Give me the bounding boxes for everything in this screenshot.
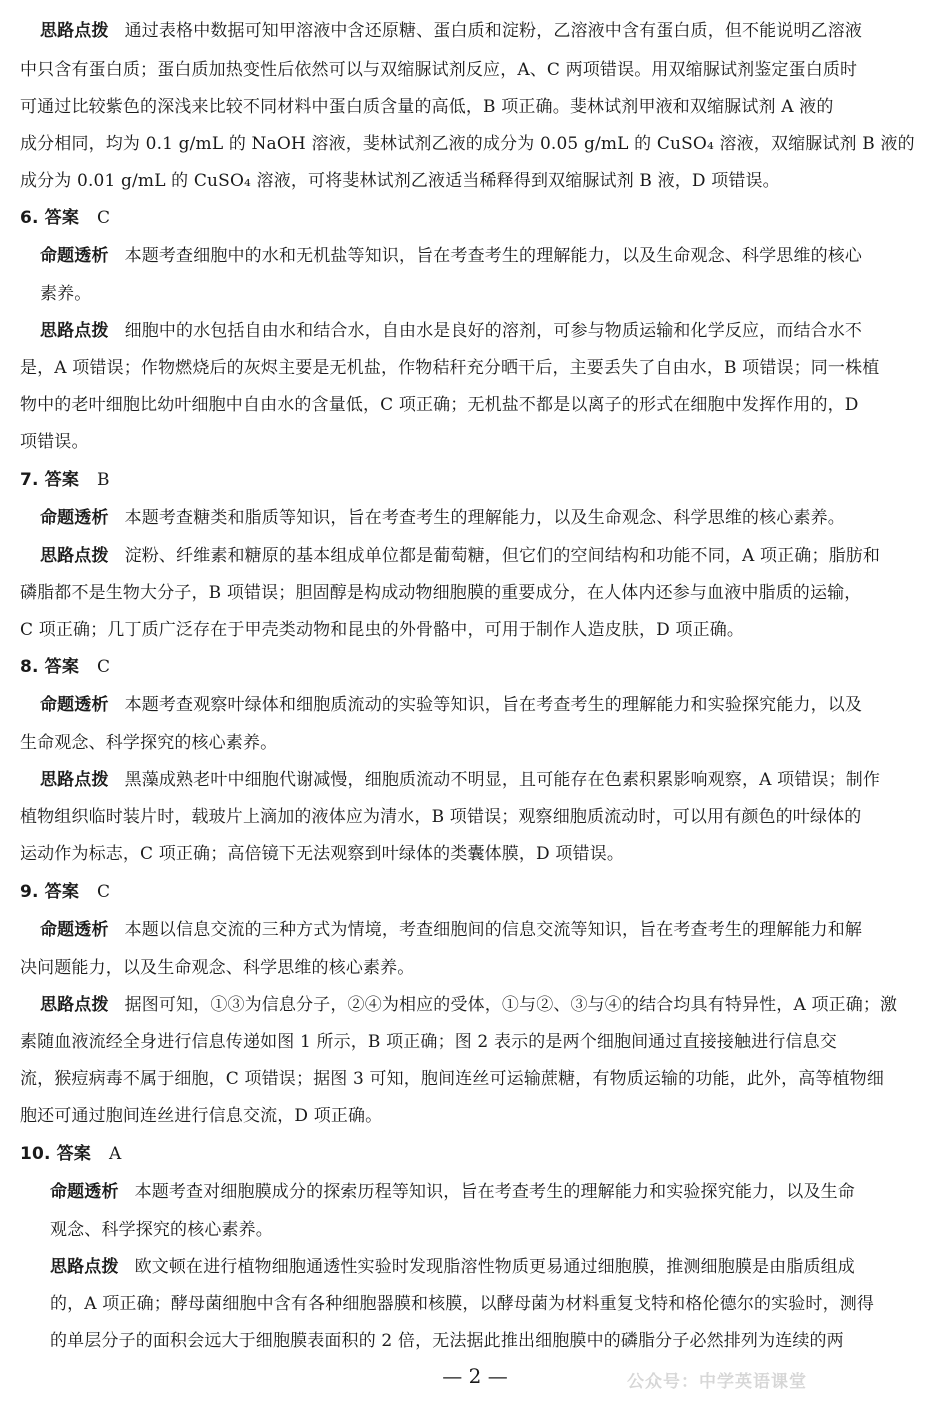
line-text: 观念、科学探究的核心素养。 bbox=[50, 1220, 273, 1240]
paragraph-line bbox=[20, 1105, 382, 1127]
line-text: 通过表格中数据可知甲溶液中含还原糖、蛋白质和淀粉，乙溶液中含有蛋白质，但不能说明乙溶液 bbox=[124, 21, 863, 41]
question-number: 8. bbox=[20, 657, 39, 677]
answer-label: 答案 bbox=[44, 657, 79, 677]
line-text: 可通过比较紫色的深浅来比较不同材料中蛋白质含量的高低，B 项正确。斐林试剂甲液和双缩脲试剂 A 液的 bbox=[20, 97, 834, 117]
answer-value: C bbox=[96, 208, 111, 228]
answer-label: 答案 bbox=[56, 1144, 91, 1164]
line-text: 的，A 项正确；酵母菌细胞中含有各种细胞器膜和核膜，以酵母菌为材料重复戈特和格伦德尔的实验时，测得 bbox=[50, 1294, 875, 1314]
line-text: 流，猴痘病毒不属于细胞，C 项错误；据图 3 可知，胞间连丝可运输蔗糖，有物质运输的功能，此外，高等植物细 bbox=[20, 1069, 884, 1089]
line-text: 素随血液流经全身进行信息传递如图 1 所示，B 项正确；图 2 表示的是两个细胞间通过直接接触进行信息交 bbox=[20, 1032, 837, 1052]
watermark: 公众号：中学英语课堂 bbox=[627, 1372, 807, 1392]
line-text: 生命观念、科学探究的核心素养。 bbox=[20, 733, 278, 753]
question-number: 10. bbox=[20, 1144, 51, 1164]
paragraph-line bbox=[20, 1068, 884, 1090]
section-label: 思路点拨 bbox=[40, 770, 109, 790]
question-number: 9. bbox=[20, 882, 39, 902]
answer-value: C bbox=[96, 882, 111, 902]
section-label: 命题透析 bbox=[40, 246, 109, 266]
line-text: 磷脂都不是生物大分子，B 项错误；胆固醇是构成动物细胞膜的重要成分，在人体内还参与血液中脂质的运输， bbox=[20, 583, 862, 603]
question-header bbox=[20, 207, 110, 229]
question-header bbox=[20, 469, 110, 491]
answer-label: 答案 bbox=[44, 882, 79, 902]
paragraph-line bbox=[20, 806, 861, 828]
line-text: 运动作为标志，C 项正确；高倍镜下无法观察到叶绿体的类囊体膜，D 项错误。 bbox=[20, 844, 624, 864]
paragraph-line bbox=[50, 1330, 844, 1352]
line-text: 欧文顿在进行植物细胞通透性实验时发现脂溶性物质更易通过细胞膜，推测细胞膜是由脂质组成 bbox=[134, 1257, 855, 1277]
line-text: 是，A 项错误；作物燃烧后的灰烬主要是无机盐，作物秸秆充分晒干后，主要丢失了自由水，B 项错误；同一株植 bbox=[20, 358, 880, 378]
line-text: 本题考查观察叶绿体和细胞质流动的实验等知识，旨在考查考生的理解能力和实验探究能力，以及 bbox=[124, 695, 863, 715]
line-text: 的单层分子的面积会远大于细胞膜表面积的 2 倍，无法据此推出细胞膜中的磷脂分子必然排列为连续的两 bbox=[50, 1331, 844, 1351]
line-text: 物中的老叶细胞比幼叶细胞中自由水的含量低，C 项正确；无机盐不都是以离子的形式在细胞中发挥作用的，D bbox=[20, 395, 859, 415]
line-text: 项错误。 bbox=[20, 432, 89, 452]
line-text: 成分相同，均为 0.1 g/mL 的 NaOH 溶液，斐林试剂乙液的成分为 0.05 g/mL 的 CuSO₄ 溶液，双缩脲试剂 B 液的 bbox=[20, 134, 915, 154]
paragraph-line bbox=[20, 133, 915, 155]
page-number: — 2 — bbox=[442, 1364, 508, 1388]
line-text: 淀粉、纤维素和糖原的基本组成单位都是葡萄糖，但它们的空间结构和功能不同，A 项正确；脂肪和 bbox=[124, 546, 881, 566]
paragraph-line bbox=[20, 170, 780, 192]
paragraph-line bbox=[40, 283, 91, 305]
line-text: 本题考查糖类和脂质等知识，旨在考查考生的理解能力，以及生命观念、科学思维的核心素养。 bbox=[124, 508, 845, 528]
answer-value: C bbox=[96, 657, 111, 677]
line-text: 成分为 0.01 g/mL 的 CuSO₄ 溶液，可将斐林试剂乙液适当稀释得到双缩脲试剂 B 液，D 项错误。 bbox=[20, 171, 780, 191]
paragraph-line bbox=[20, 394, 859, 416]
section-label: 命题透析 bbox=[40, 508, 109, 528]
paragraph-line bbox=[20, 582, 861, 604]
paragraph-line bbox=[40, 769, 880, 791]
paragraph-line bbox=[20, 96, 833, 118]
paragraph-line bbox=[40, 320, 862, 342]
question-header bbox=[20, 656, 110, 678]
line-text: C 项正确；几丁质广泛存在于甲壳类动物和昆虫的外骨骼中，可用于制作人造皮肤，D 项正确。 bbox=[20, 620, 745, 640]
line-text: 黑藻成熟老叶中细胞代谢减慢，细胞质流动不明显，且可能存在色素积累影响观察，A 项错误；制作 bbox=[124, 770, 881, 790]
section-label: 命题透析 bbox=[40, 920, 109, 940]
paragraph-line bbox=[40, 694, 862, 716]
paragraph-line bbox=[20, 732, 277, 754]
line-text: 素养。 bbox=[40, 284, 92, 304]
paragraph-line bbox=[50, 1219, 273, 1241]
section-label: 思路点拨 bbox=[40, 21, 109, 41]
answer-label: 答案 bbox=[44, 470, 79, 490]
answer-value: B bbox=[96, 470, 110, 490]
answer-value: A bbox=[108, 1144, 122, 1164]
line-text: 本题考查细胞中的水和无机盐等知识，旨在考查考生的理解能力，以及生命观念、科学思维的核心 bbox=[124, 246, 863, 266]
paragraph-line bbox=[20, 357, 879, 379]
paragraph-line bbox=[20, 1031, 837, 1053]
paragraph-line bbox=[20, 59, 857, 81]
paragraph-line bbox=[20, 957, 414, 979]
section-label: 命题透析 bbox=[40, 695, 109, 715]
line-text: 中只含有蛋白质；蛋白质加热变性后依然可以与双缩脲试剂反应，A、C 两项错误。用双缩脲试剂鉴定蛋白质时 bbox=[20, 60, 858, 80]
paragraph-line bbox=[40, 919, 862, 941]
section-label: 思路点拨 bbox=[40, 995, 109, 1015]
section-label: 思路点拨 bbox=[40, 546, 109, 566]
line-text: 本题以信息交流的三种方式为情境，考查细胞间的信息交流等知识，旨在考查考生的理解能力和解 bbox=[124, 920, 863, 940]
paragraph-line bbox=[20, 431, 89, 453]
line-text: 胞还可通过胞间连丝进行信息交流，D 项正确。 bbox=[20, 1106, 383, 1126]
section-label: 思路点拨 bbox=[40, 321, 109, 341]
paragraph-line bbox=[50, 1181, 855, 1203]
paragraph-line bbox=[20, 843, 624, 865]
line-text: 决问题能力，以及生命观念、科学思维的核心素养。 bbox=[20, 958, 415, 978]
paragraph-line bbox=[40, 245, 862, 267]
line-text: 本题考查对细胞膜成分的探索历程等知识，旨在考查考生的理解能力和实验探究能力，以及生命 bbox=[134, 1182, 855, 1202]
paragraph-line bbox=[40, 507, 845, 529]
line-text: 细胞中的水包括自由水和结合水，自由水是良好的溶剂，可参与物质运输和化学反应，而结合水不 bbox=[124, 321, 863, 341]
line-text: 植物组织临时装片时，载玻片上滴加的液体应为清水，B 项错误；观察细胞质流动时，可以用有颜色的叶绿体的 bbox=[20, 807, 862, 827]
paragraph-line bbox=[40, 545, 880, 567]
question-header bbox=[20, 1143, 121, 1165]
paragraph-line bbox=[50, 1293, 874, 1315]
paragraph-line bbox=[40, 994, 897, 1016]
question-header bbox=[20, 881, 110, 903]
question-number: 6. bbox=[20, 208, 39, 228]
paragraph-line bbox=[50, 1256, 855, 1278]
section-label: 思路点拨 bbox=[50, 1257, 119, 1277]
section-label: 命题透析 bbox=[50, 1182, 119, 1202]
answer-label: 答案 bbox=[44, 208, 79, 228]
line-text: 据图可知，①③为信息分子，②④为相应的受体，①与②、③与④的结合均具有特异性，A 项正确；激 bbox=[124, 995, 898, 1015]
paragraph-line bbox=[20, 619, 744, 641]
question-number: 7. bbox=[20, 470, 39, 490]
paragraph-line bbox=[40, 20, 862, 42]
